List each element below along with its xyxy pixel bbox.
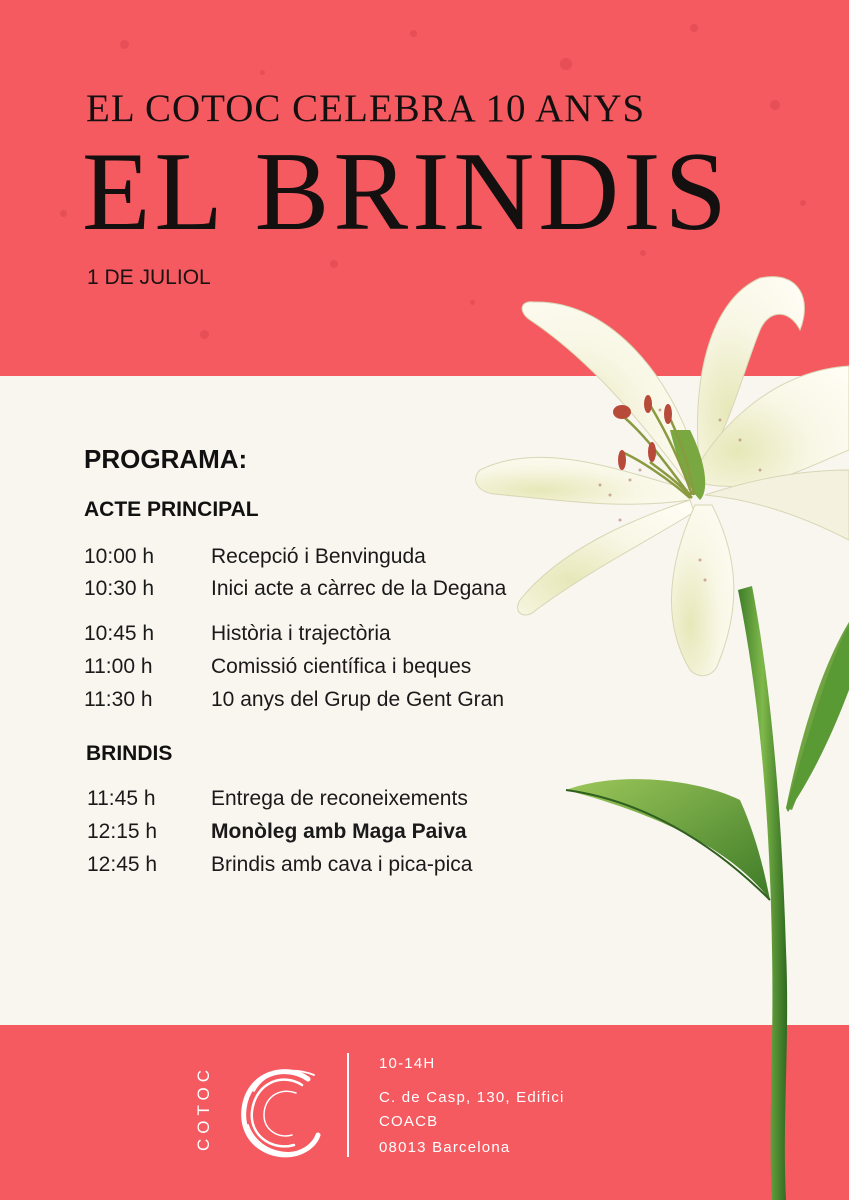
section-title-brindis: BRINDIS bbox=[86, 742, 173, 765]
schedule-time: 10:30 h bbox=[84, 577, 155, 600]
schedule-activity: Comissió científica i beques bbox=[211, 655, 472, 678]
address-line-3: 08013 Barcelona bbox=[379, 1139, 511, 1156]
logo-wordmark: COTOC bbox=[194, 1064, 213, 1152]
cotoc-logo-icon bbox=[236, 1065, 326, 1161]
schedule-activity: Entrega de reconeixements bbox=[211, 787, 468, 810]
schedule-time: 11:00 h bbox=[84, 655, 153, 678]
schedule-activity: Recepció i Benvinguda bbox=[211, 545, 426, 568]
schedule-time: 11:30 h bbox=[84, 688, 153, 711]
schedule-activity: Brindis amb cava i pica-pica bbox=[211, 853, 473, 876]
footer-divider bbox=[347, 1053, 349, 1157]
event-title: EL BRINDIS bbox=[82, 130, 731, 254]
schedule-activity: Història i trajectòria bbox=[211, 622, 391, 645]
schedule-time: 12:45 h bbox=[87, 853, 158, 876]
schedule-time: 10:00 h bbox=[84, 545, 155, 568]
programa-heading: PROGRAMA: bbox=[84, 444, 248, 474]
event-date: 1 DE JULIOL bbox=[87, 266, 211, 289]
schedule-activity: 10 anys del Grup de Gent Gran bbox=[211, 688, 505, 711]
event-subtitle: EL COTOC CELEBRA 10 ANYS bbox=[86, 87, 646, 130]
schedule-activity: Monòleg amb Maga Paiva bbox=[211, 820, 467, 843]
schedule-time: 10:45 h bbox=[84, 622, 155, 645]
schedule-time: 12:15 h bbox=[87, 820, 158, 843]
address-line-1: C. de Casp, 130, Edifici bbox=[379, 1089, 565, 1106]
event-hours: 10-14H bbox=[379, 1055, 436, 1072]
schedule-time: 11:45 h bbox=[87, 787, 156, 810]
schedule-activity: Inici acte a càrrec de la Degana bbox=[211, 577, 507, 600]
section-title-acte-principal: ACTE PRINCIPAL bbox=[84, 498, 259, 521]
address-line-2: COACB bbox=[379, 1113, 439, 1130]
